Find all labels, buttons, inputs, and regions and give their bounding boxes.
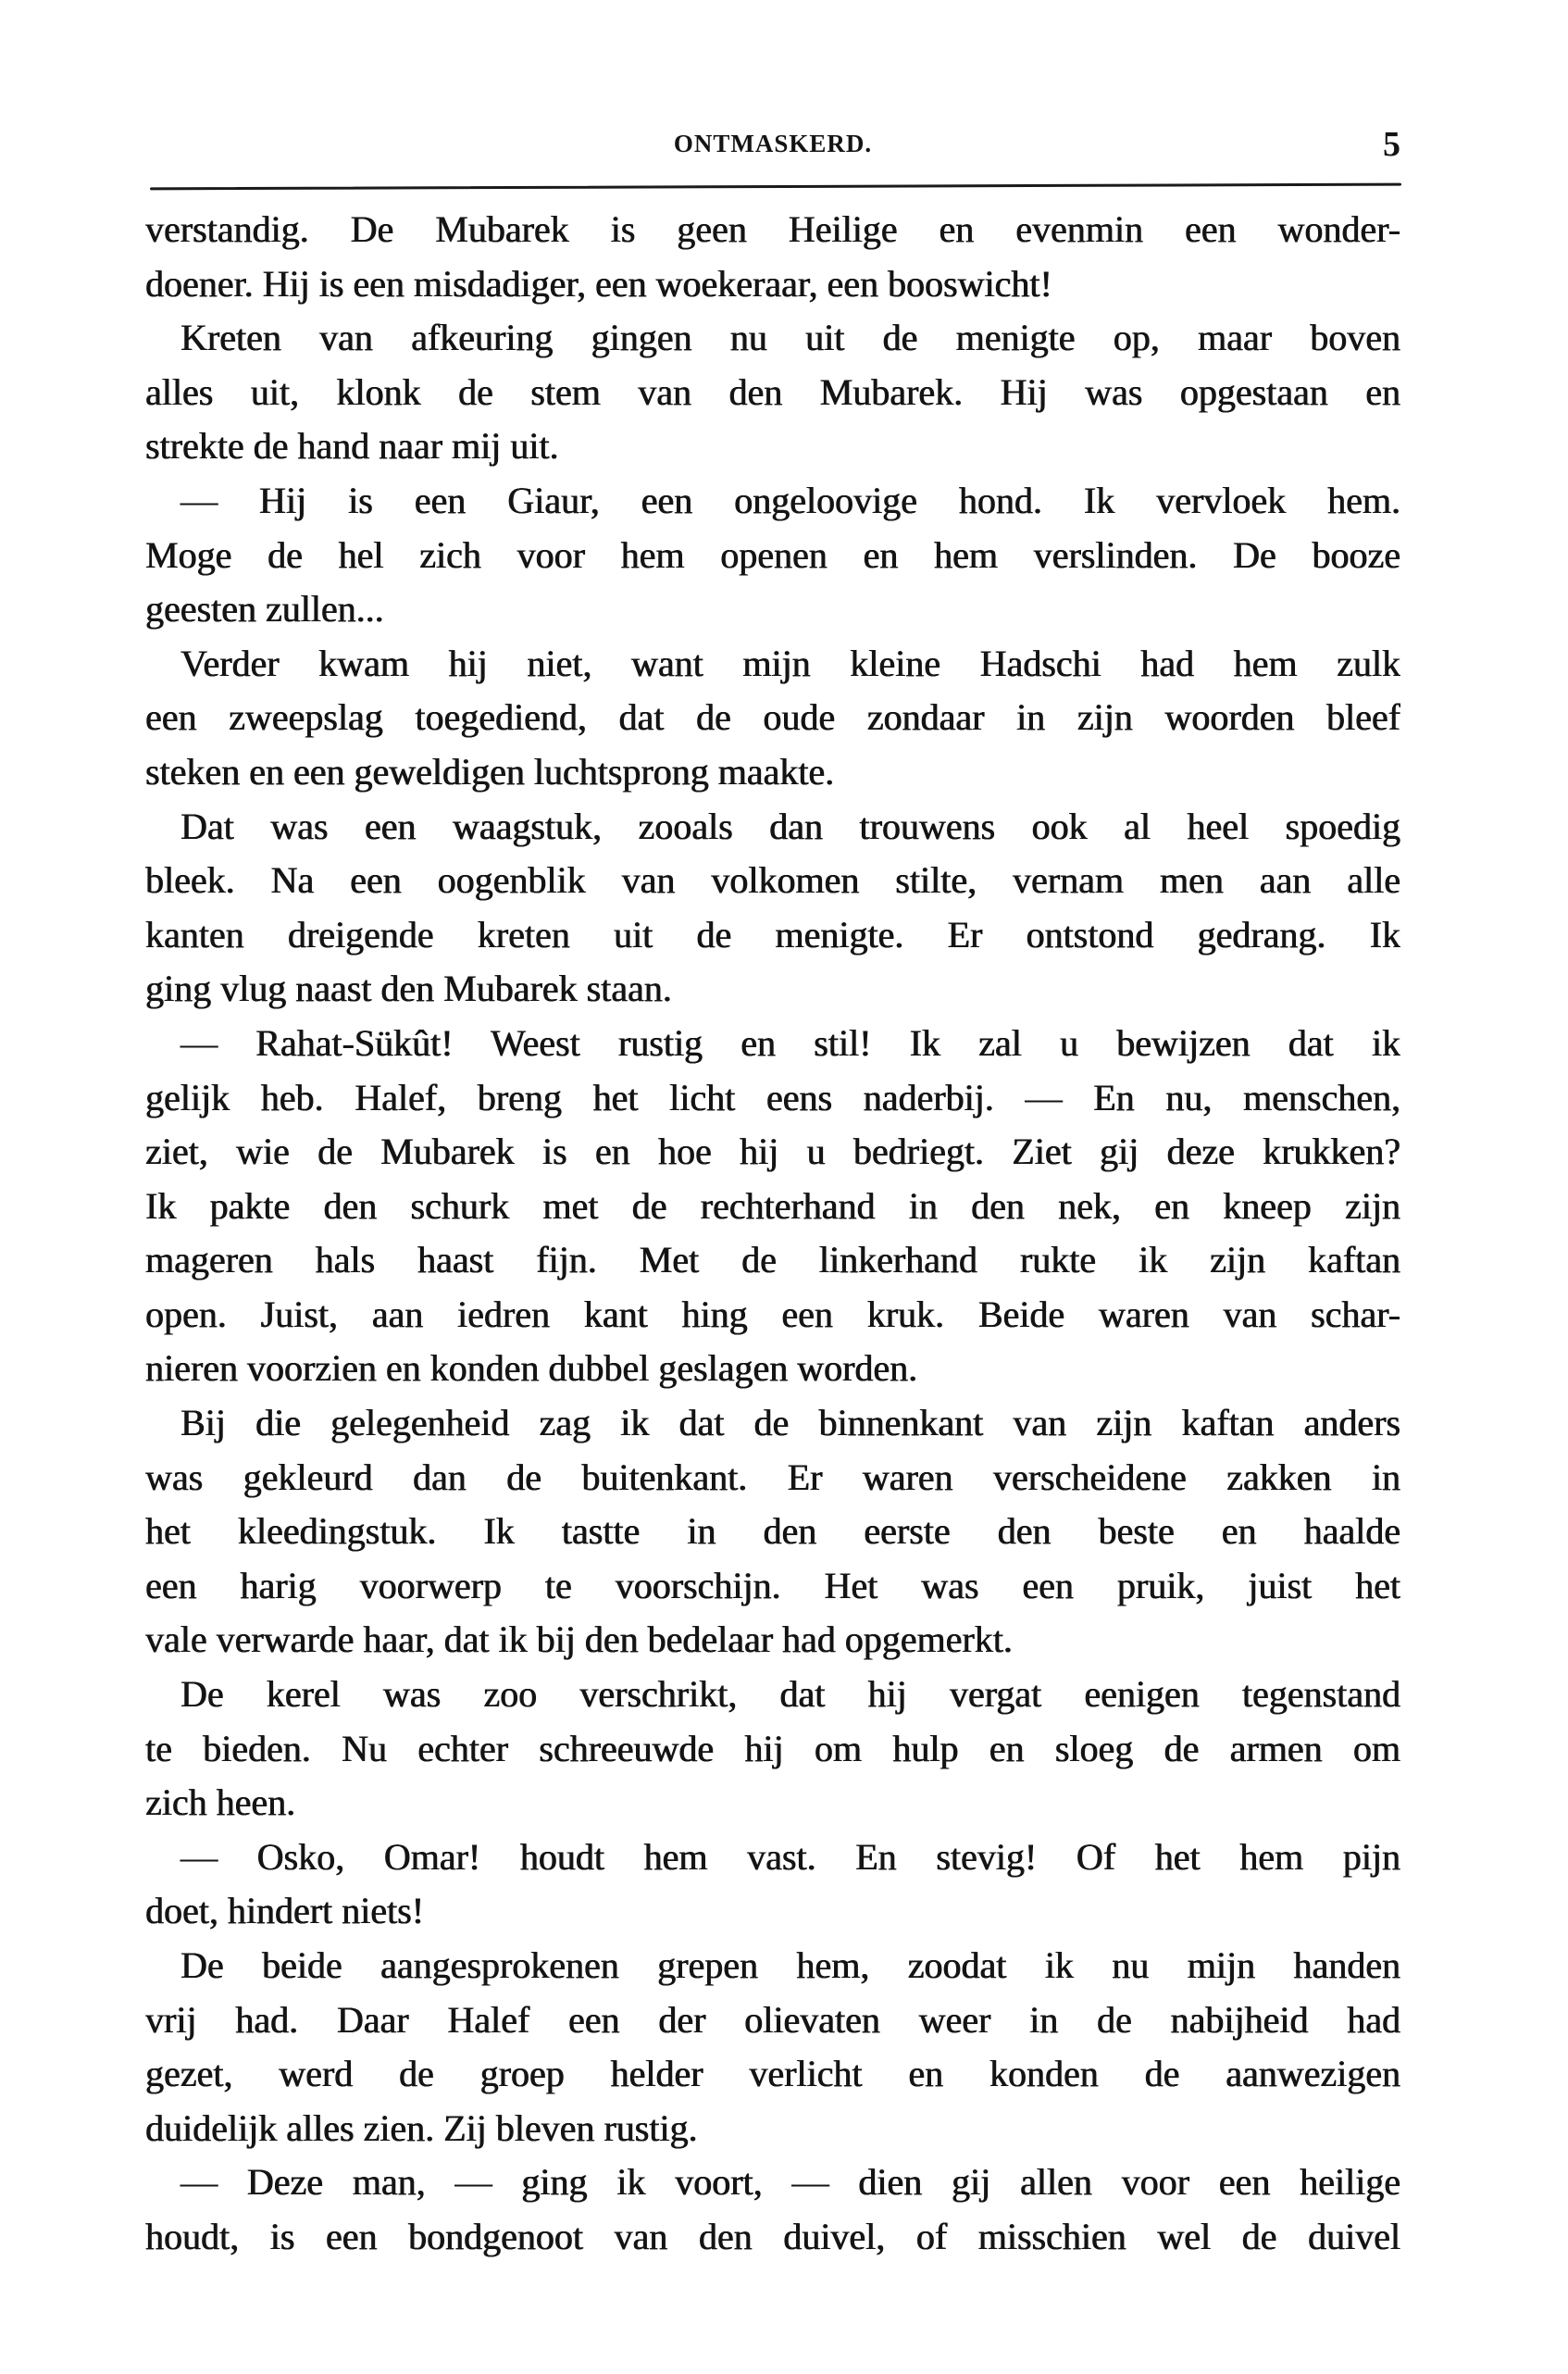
- text-line: vale verwarde haar, dat ik bij den bedelaar had opgemerkt.: [145, 1618, 1013, 1661]
- text-line: het kleedingstuk. Ik tastte in den eerste den beste en haalde: [145, 1510, 1400, 1553]
- text-line: verstandig. De Mubarek is geen Heilige en evenmin een wonder-: [145, 208, 1400, 250]
- text-line: zich heen.: [145, 1781, 296, 1824]
- text-line: gezet, werd de groep helder verlicht en konden de aanwezigen: [145, 2053, 1400, 2095]
- text-line: doet, hindert niets!: [145, 1890, 425, 1932]
- text-line: kanten dreigende kreten uit de menigte. Er ontstond gedrang. Ik: [145, 913, 1400, 956]
- text-line: duidelijk alles zien. Zij bleven rustig.: [145, 2106, 698, 2149]
- text-line: doener. Hij is een misdadiger, een woekeraar, een booswicht!: [145, 262, 1052, 305]
- text-line: houdt, is een bondgenoot van den duivel, of misschien wel de duivel: [145, 2215, 1400, 2257]
- text-line: een harig voorwerp te voorschijn. Het was een pruik, juist het: [145, 1564, 1400, 1606]
- running-title: ONTMASKERD.: [673, 130, 873, 157]
- text-line: De kerel was zoo verschrikt, dat hij vergat eenigen tegenstand: [180, 1673, 1400, 1716]
- text-line: nieren voorzien en konden dubbel geslagen worden.: [145, 1347, 918, 1390]
- text-line: Moge de hel zich voor hem openen en hem verslinden. De booze: [145, 533, 1400, 576]
- text-line: — Deze man, — ging ik voort, — dien gij allen voor een heilige: [180, 2161, 1400, 2204]
- running-head: [145, 124, 1400, 167]
- paragraph: [145, 2155, 1400, 2264]
- page-number: 5: [1383, 125, 1400, 164]
- paragraph: [145, 1939, 1400, 2155]
- text-line: ging vlug naast den Mubarek staan.: [145, 968, 672, 1010]
- text-line: een zweepslag toegediend, dat de oude zondaar in zijn woorden bleef: [145, 696, 1400, 739]
- text-line: steken en een geweldigen luchtsprong maakte.: [145, 750, 835, 793]
- text-line: was gekleurd dan de buitenkant. Er waren verscheidene zakken in: [145, 1456, 1400, 1498]
- paragraph: [145, 474, 1400, 637]
- paragraph: [145, 1668, 1400, 1830]
- text-line: open. Juist, aan iedren kant hing een kruk. Beide waren van schar-: [145, 1293, 1400, 1335]
- text-line: — Rahat-Sükût! Weest rustig en stil! Ik zal u bewijzen dat ik: [180, 1021, 1400, 1064]
- text-line: De beide aangesprokenen grepen hem, zoodat ik nu mijn handen: [180, 1944, 1400, 1986]
- paragraph: [145, 637, 1400, 800]
- text-line: te bieden. Nu echter schreeuwde hij om hulp en sloeg de armen om: [145, 1727, 1400, 1769]
- paragraph: [145, 311, 1400, 474]
- paragraph: [145, 800, 1400, 1017]
- text-line: Verder kwam hij niet, want mijn kleine Hadschi had hem zulk: [180, 642, 1400, 684]
- header-rule: [150, 183, 1401, 191]
- text-line: alles uit, klonk de stem van den Mubarek. Hij was opgestaan en: [145, 370, 1400, 413]
- body-text: [145, 203, 1400, 2265]
- text-line: ziet, wie de Mubarek is en hoe hij u bedriegt. Ziet gij deze krukken?: [145, 1131, 1400, 1173]
- text-line: Ik pakte den schurk met de rechterhand in den nek, en kneep zijn: [145, 1184, 1400, 1227]
- text-line: — Hij is een Giaur, een ongeloovige hond. Ik vervloek hem.: [180, 479, 1400, 521]
- text-line: strekte de hand naar mij uit.: [145, 425, 559, 468]
- text-line: mageren hals haast fijn. Met de linkerhand rukte ik zijn kaftan: [145, 1239, 1400, 1281]
- text-line: geesten zullen...: [145, 588, 384, 631]
- text-line: vrij had. Daar Halef een der olievaten weer in de nabijheid had: [145, 1998, 1400, 2041]
- paragraph: [145, 1830, 1400, 1939]
- text-line: Kreten van afkeuring gingen nu uit de menigte op, maar boven: [180, 317, 1400, 359]
- paragraph: [145, 1396, 1400, 1668]
- text-line: Bij die gelegenheid zag ik dat de binnenkant van zijn kaftan anders: [180, 1402, 1400, 1444]
- text-line: Dat was een waagstuk, zooals dan trouwens ook al heel spoedig: [180, 805, 1400, 847]
- text-line: gelijk heb. Halef, breng het licht eens naderbij. — En nu, menschen,: [145, 1076, 1400, 1118]
- paragraph: [145, 1017, 1400, 1396]
- text-line: bleek. Na een oogenblik van volkomen stilte, vernam men aan alle: [145, 859, 1400, 902]
- text-line: — Osko, Omar! houdt hem vast. En stevig! Of het hem pijn: [180, 1835, 1400, 1878]
- paragraph: [145, 203, 1400, 311]
